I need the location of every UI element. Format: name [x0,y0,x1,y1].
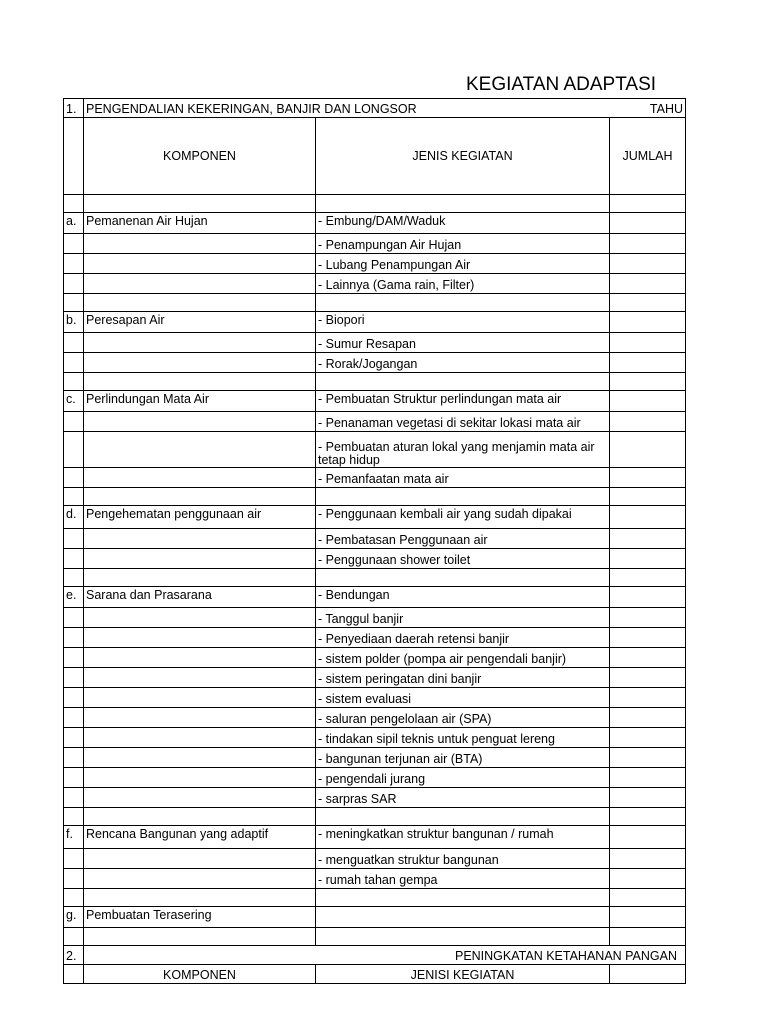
spacer-row [64,808,686,826]
spacer-row [64,373,686,391]
empty-cell [64,928,84,946]
spacer-row [64,928,686,946]
jenis-kegiatan-header: JENIS KEGIATAN [316,118,610,195]
empty-cell [84,869,316,889]
empty-cell [84,608,316,628]
empty-cell [64,118,84,195]
activity-row [64,688,686,708]
empty-cell [84,569,316,587]
jenis-kegiatan-item: - sistem evaluasi [316,688,610,708]
group-letter: c. [64,391,84,412]
jumlah-cell [610,412,686,432]
empty-cell [64,488,84,506]
empty-cell [64,889,84,907]
jumlah-cell [610,353,686,373]
activity-row [64,432,686,468]
empty-cell [316,294,610,312]
empty-cell [610,488,686,506]
empty-cell [64,353,84,373]
komponen-label: Peresapan Air [84,312,316,333]
jenis-kegiatan-item: - Pembuatan aturan lokal yang menjamin mata air tetap hidup [316,432,610,468]
empty-cell [84,549,316,569]
activity-row [64,412,686,432]
empty-cell [610,195,686,213]
empty-cell [610,808,686,826]
jumlah-cell [610,628,686,648]
empty-cell [316,373,610,391]
group-letter: f. [64,826,84,849]
empty-cell [64,529,84,549]
jumlah-cell [610,312,686,333]
jenis-kegiatan-item: - Lubang Penampungan Air [316,254,610,274]
jumlah-cell [610,549,686,569]
section-2-number: 2. [64,946,84,965]
section-title: PENGENDALIAN KEKERINGAN, BANJIR DAN LONGSOR [84,99,610,118]
spacer-row [64,889,686,907]
empty-cell [84,768,316,788]
empty-cell [64,294,84,312]
section-2-komponen-header: KOMPONEN [84,965,316,984]
jenis-kegiatan-item: - Penggunaan kembali air yang sudah dipakai [316,506,610,529]
empty-cell [64,668,84,688]
jumlah-cell [610,668,686,688]
spacer-row [64,294,686,312]
empty-cell [64,569,84,587]
empty-cell [64,965,84,984]
empty-cell [64,432,84,468]
activity-row [64,549,686,569]
empty-cell [610,373,686,391]
empty-cell [64,808,84,826]
activity-row [64,628,686,648]
jumlah-cell [610,768,686,788]
jenis-kegiatan-item: - tindakan sipil teknis untuk penguat lereng [316,728,610,748]
jumlah-cell [610,728,686,748]
jenis-kegiatan-item: - Embung/DAM/Waduk [316,213,610,234]
jumlah-cell [610,274,686,294]
jenis-kegiatan-item: - Rorak/Jogangan [316,353,610,373]
empty-cell [84,294,316,312]
activity-row [64,648,686,668]
jumlah-header: JUMLAH [610,118,686,195]
empty-cell [84,468,316,488]
empty-cell [64,728,84,748]
empty-cell [84,432,316,468]
empty-cell [610,569,686,587]
komponen-label: Pengehematan penggunaan air [84,506,316,529]
empty-cell [84,234,316,254]
komponen-header: KOMPONEN [84,118,316,195]
jumlah-cell [610,468,686,488]
empty-cell [316,808,610,826]
empty-cell [84,728,316,748]
empty-cell [316,195,610,213]
empty-cell [64,333,84,353]
empty-cell [610,889,686,907]
jenis-kegiatan-item: - Tanggul banjir [316,608,610,628]
activity-row [64,254,686,274]
activity-row [64,907,686,928]
spacer-row [64,488,686,506]
empty-cell [84,648,316,668]
activity-row [64,849,686,869]
empty-cell [84,333,316,353]
activity-row [64,468,686,488]
spacer-row [64,195,686,213]
activity-row [64,213,686,234]
empty-cell [64,788,84,808]
activity-row [64,312,686,333]
jenis-kegiatan-item: - Penyediaan daerah retensi banjir [316,628,610,648]
empty-cell [84,928,316,946]
activity-row [64,391,686,412]
jumlah-cell [610,432,686,468]
empty-cell [64,274,84,294]
jumlah-cell [610,748,686,768]
section-number: 1. [64,99,84,118]
jenis-kegiatan-item: - saluran pengelolaan air (SPA) [316,708,610,728]
jumlah-cell [610,648,686,668]
jenis-kegiatan-item: - Penggunaan shower toilet [316,549,610,569]
komponen-label: Perlindungan Mata Air [84,391,316,412]
empty-cell [84,889,316,907]
jumlah-cell [610,849,686,869]
empty-cell [84,195,316,213]
activity-row [64,768,686,788]
jenis-kegiatan-item: - sistem polder (pompa air pengendali banjir) [316,648,610,668]
jumlah-cell [610,869,686,889]
empty-cell [84,488,316,506]
empty-cell [84,353,316,373]
empty-cell [64,412,84,432]
empty-cell [64,708,84,728]
empty-cell [64,768,84,788]
activity-row [64,728,686,748]
empty-cell [64,869,84,889]
year-header: TAHU [610,99,686,118]
activity-table [63,98,686,984]
empty-cell [84,788,316,808]
empty-cell [64,549,84,569]
groups-body [64,195,686,946]
empty-cell [64,373,84,391]
jenis-kegiatan-item: - meningkatkan struktur bangunan / rumah [316,826,610,849]
empty-cell [84,808,316,826]
empty-cell [64,468,84,488]
empty-cell [84,668,316,688]
empty-cell [84,529,316,549]
page-title: KEGIATAN ADAPTASI [466,74,657,95]
empty-cell [316,889,610,907]
activity-row [64,353,686,373]
jumlah-cell [610,788,686,808]
jenis-kegiatan-item: - rumah tahan gempa [316,869,610,889]
activity-row [64,788,686,808]
jenis-kegiatan-item: - Lainnya (Gama rain, Filter) [316,274,610,294]
jumlah-cell [610,391,686,412]
empty-cell [316,928,610,946]
section-2-jenis-header: JENISI KEGIATAN [316,965,610,984]
activity-row [64,333,686,353]
jenis-kegiatan-item: - Biopori [316,312,610,333]
jenis-kegiatan-item: - Penanaman vegetasi di sekitar lokasi mata air [316,412,610,432]
empty-cell [610,928,686,946]
empty-cell [64,234,84,254]
activity-row [64,668,686,688]
jenis-kegiatan-item: - Pemanfaatan mata air [316,468,610,488]
komponen-label: Pembuatan Terasering [84,907,316,928]
empty-cell [64,849,84,869]
group-letter: e. [64,587,84,608]
group-letter: a. [64,213,84,234]
empty-cell [64,254,84,274]
komponen-label: Pemanenan Air Hujan [84,213,316,234]
empty-cell [64,628,84,648]
section-2-column-header-row [64,965,686,984]
empty-cell [64,688,84,708]
section-2-title: PENINGKATAN KETAHANAN PANGAN [84,946,686,965]
section-1-header-row [64,99,686,118]
group-letter: d. [64,506,84,529]
empty-cell [64,748,84,768]
activity-row [64,506,686,529]
empty-cell [84,708,316,728]
activity-row [64,869,686,889]
jumlah-cell [610,688,686,708]
jumlah-cell [610,826,686,849]
empty-cell [84,748,316,768]
jenis-kegiatan-item: - sistem peringatan dini banjir [316,668,610,688]
jumlah-cell [610,234,686,254]
empty-cell [84,628,316,648]
spacer-row [64,569,686,587]
empty-cell [64,648,84,668]
activity-row [64,826,686,849]
activity-row [64,234,686,254]
empty-cell [316,907,610,928]
empty-cell [316,569,610,587]
jumlah-cell [610,608,686,628]
empty-cell [84,412,316,432]
empty-cell [84,849,316,869]
jumlah-cell [610,254,686,274]
empty-cell [84,688,316,708]
activity-row [64,529,686,549]
jenis-kegiatan-item: - Pembatasan Penggunaan air [316,529,610,549]
activity-row [64,587,686,608]
jumlah-cell [610,708,686,728]
jenis-kegiatan-item: - menguatkan struktur bangunan [316,849,610,869]
jenis-kegiatan-item: - Penampungan Air Hujan [316,234,610,254]
column-header-row [64,118,686,195]
jenis-kegiatan-item: - Pembuatan Struktur perlindungan mata air [316,391,610,412]
jenis-kegiatan-item: - Sumur Resapan [316,333,610,353]
empty-cell [610,965,686,984]
section-2-header-row [64,946,686,965]
empty-cell [316,488,610,506]
jumlah-cell [610,213,686,234]
group-letter: g. [64,907,84,928]
jenis-kegiatan-item: - pengendali jurang [316,768,610,788]
jumlah-cell [610,907,686,928]
komponen-label: Sarana dan Prasarana [84,587,316,608]
empty-cell [64,608,84,628]
activity-row [64,608,686,628]
activity-row [64,708,686,728]
empty-cell [64,195,84,213]
activity-row [64,274,686,294]
jumlah-cell [610,506,686,529]
empty-cell [610,294,686,312]
komponen-label: Rencana Bangunan yang adaptif [84,826,316,849]
jenis-kegiatan-item: - Bendungan [316,587,610,608]
jumlah-cell [610,333,686,353]
jumlah-cell [610,587,686,608]
activity-row [64,748,686,768]
empty-cell [84,274,316,294]
jumlah-cell [610,529,686,549]
empty-cell [84,254,316,274]
jenis-kegiatan-item: - sarpras SAR [316,788,610,808]
empty-cell [84,373,316,391]
group-letter: b. [64,312,84,333]
jenis-kegiatan-item: - bangunan terjunan air (BTA) [316,748,610,768]
